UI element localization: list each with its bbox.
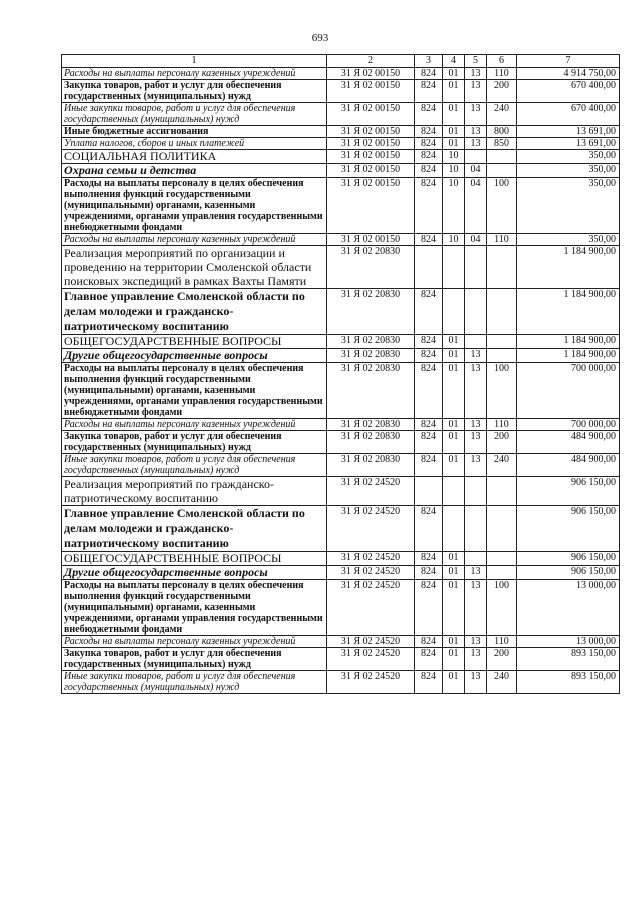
admin-code-cell: 824 bbox=[415, 138, 443, 150]
target-code-cell: 31 Я 02 20830 bbox=[327, 419, 415, 431]
expense-type-cell: 110 bbox=[487, 419, 517, 431]
table-row bbox=[62, 80, 620, 103]
expense-type-cell bbox=[487, 349, 517, 363]
table-row bbox=[62, 580, 620, 636]
section-code-cell: 01 bbox=[443, 419, 465, 431]
amount-cell: 906 150,00 bbox=[517, 552, 620, 566]
target-code-cell: 31 Я 02 20830 bbox=[327, 335, 415, 349]
header-cell: 4 bbox=[443, 55, 465, 68]
target-code-cell: 31 Я 02 20830 bbox=[327, 431, 415, 454]
admin-code-cell: 824 bbox=[415, 80, 443, 103]
expense-type-cell: 200 bbox=[487, 80, 517, 103]
subsection-code-cell bbox=[465, 477, 487, 506]
header-cell: 2 bbox=[327, 55, 415, 68]
expense-type-cell bbox=[487, 566, 517, 580]
admin-code-cell: 824 bbox=[415, 178, 443, 234]
table-row bbox=[62, 68, 620, 80]
expense-type-cell bbox=[487, 289, 517, 335]
expense-name-cell: Расходы на выплаты персоналу в целях обеспечения выполнения функций государственными (муниципальными) органами, казенными учреждениями, органами управления государственными внебюджетными фондами bbox=[62, 178, 327, 234]
section-code-cell: 01 bbox=[443, 454, 465, 477]
admin-code-cell: 824 bbox=[415, 671, 443, 694]
table-row bbox=[62, 506, 620, 552]
subsection-code-cell bbox=[465, 335, 487, 349]
expense-name-cell: Закупка товаров, работ и услуг для обеспечения государственных (муниципальных) нужд bbox=[62, 648, 327, 671]
expense-name-cell: СОЦИАЛЬНАЯ ПОЛИТИКА bbox=[62, 150, 327, 164]
expense-type-cell: 110 bbox=[487, 68, 517, 80]
section-code-cell: 01 bbox=[443, 68, 465, 80]
expense-type-cell: 240 bbox=[487, 671, 517, 694]
expense-name-cell: Расходы на выплаты персоналу в целях обеспечения выполнения функций государственными (муниципальными) органами, казенными учреждениями, органами управления государственными внебюджетными фондами bbox=[62, 363, 327, 419]
section-code-cell: 01 bbox=[443, 636, 465, 648]
admin-code-cell: 824 bbox=[415, 636, 443, 648]
subsection-code-cell: 04 bbox=[465, 178, 487, 234]
admin-code-cell: 824 bbox=[415, 150, 443, 164]
expense-name-cell: Главное управление Смоленской области по делам молодежи и гражданско-патриотическому воспитанию bbox=[62, 506, 327, 552]
admin-code-cell: 824 bbox=[415, 580, 443, 636]
table-row bbox=[62, 138, 620, 150]
subsection-code-cell bbox=[465, 289, 487, 335]
expense-type-cell bbox=[487, 150, 517, 164]
section-code-cell bbox=[443, 289, 465, 335]
subsection-code-cell: 13 bbox=[465, 566, 487, 580]
subsection-code-cell: 13 bbox=[465, 126, 487, 138]
table-row bbox=[62, 126, 620, 138]
section-code-cell: 01 bbox=[443, 671, 465, 694]
amount-cell: 1 184 900,00 bbox=[517, 289, 620, 335]
table-row bbox=[62, 234, 620, 246]
admin-code-cell: 824 bbox=[415, 103, 443, 126]
amount-cell: 350,00 bbox=[517, 150, 620, 164]
expense-type-cell bbox=[487, 335, 517, 349]
admin-code-cell: 824 bbox=[415, 506, 443, 552]
table-row bbox=[62, 431, 620, 454]
target-code-cell: 31 Я 02 20830 bbox=[327, 289, 415, 335]
table-row bbox=[62, 150, 620, 164]
subsection-code-cell: 04 bbox=[465, 234, 487, 246]
amount-cell: 350,00 bbox=[517, 234, 620, 246]
expense-name-cell: Закупка товаров, работ и услуг для обеспечения государственных (муниципальных) нужд bbox=[62, 80, 327, 103]
expense-type-cell: 100 bbox=[487, 178, 517, 234]
admin-code-cell: 824 bbox=[415, 648, 443, 671]
amount-cell: 13 000,00 bbox=[517, 636, 620, 648]
subsection-code-cell bbox=[465, 506, 487, 552]
header-cell: 1 bbox=[62, 55, 327, 68]
section-code-cell: 01 bbox=[443, 431, 465, 454]
target-code-cell: 31 Я 02 20830 bbox=[327, 349, 415, 363]
admin-code-cell bbox=[415, 477, 443, 506]
amount-cell: 1 184 900,00 bbox=[517, 349, 620, 363]
expense-type-cell bbox=[487, 164, 517, 178]
section-code-cell: 01 bbox=[443, 80, 465, 103]
expense-name-cell: Другие общегосударственные вопросы bbox=[62, 349, 327, 363]
expense-name-cell: Другие общегосударственные вопросы bbox=[62, 566, 327, 580]
section-code-cell: 10 bbox=[443, 164, 465, 178]
admin-code-cell: 824 bbox=[415, 363, 443, 419]
target-code-cell: 31 Я 02 24520 bbox=[327, 477, 415, 506]
section-code-cell: 01 bbox=[443, 648, 465, 671]
table-row bbox=[62, 636, 620, 648]
target-code-cell: 31 Я 02 24520 bbox=[327, 671, 415, 694]
expense-name-cell: Иные закупки товаров, работ и услуг для обеспечения государственных (муниципальных) нужд bbox=[62, 454, 327, 477]
table-row bbox=[62, 477, 620, 506]
subsection-code-cell: 13 bbox=[465, 363, 487, 419]
admin-code-cell: 824 bbox=[415, 552, 443, 566]
target-code-cell: 31 Я 02 24520 bbox=[327, 648, 415, 671]
admin-code-cell: 824 bbox=[415, 234, 443, 246]
section-code-cell: 01 bbox=[443, 566, 465, 580]
admin-code-cell: 824 bbox=[415, 126, 443, 138]
subsection-code-cell bbox=[465, 150, 487, 164]
section-code-cell: 01 bbox=[443, 552, 465, 566]
amount-cell: 700 000,00 bbox=[517, 419, 620, 431]
target-code-cell: 31 Я 02 00150 bbox=[327, 103, 415, 126]
subsection-code-cell: 13 bbox=[465, 80, 487, 103]
amount-cell: 906 150,00 bbox=[517, 477, 620, 506]
expense-name-cell: Иные закупки товаров, работ и услуг для обеспечения государственных (муниципальных) нужд bbox=[62, 671, 327, 694]
admin-code-cell: 824 bbox=[415, 289, 443, 335]
expense-type-cell: 240 bbox=[487, 103, 517, 126]
section-code-cell: 01 bbox=[443, 363, 465, 419]
expense-name-cell: Уплата налогов, сборов и иных платежей bbox=[62, 138, 327, 150]
target-code-cell: 31 Я 02 24520 bbox=[327, 552, 415, 566]
expense-type-cell: 110 bbox=[487, 636, 517, 648]
expense-name-cell: ОБЩЕГОСУДАРСТВЕННЫЕ ВОПРОСЫ bbox=[62, 335, 327, 349]
section-code-cell: 01 bbox=[443, 103, 465, 126]
target-code-cell: 31 Я 02 00150 bbox=[327, 178, 415, 234]
table-row bbox=[62, 103, 620, 126]
amount-cell: 670 400,00 bbox=[517, 103, 620, 126]
expense-name-cell: ОБЩЕГОСУДАРСТВЕННЫЕ ВОПРОСЫ bbox=[62, 552, 327, 566]
target-code-cell: 31 Я 02 24520 bbox=[327, 566, 415, 580]
table-row bbox=[62, 363, 620, 419]
expense-type-cell: 100 bbox=[487, 363, 517, 419]
admin-code-cell: 824 bbox=[415, 68, 443, 80]
admin-code-cell: 824 bbox=[415, 164, 443, 178]
section-code-cell: 01 bbox=[443, 349, 465, 363]
target-code-cell: 31 Я 02 00150 bbox=[327, 68, 415, 80]
subsection-code-cell bbox=[465, 246, 487, 289]
table-row bbox=[62, 246, 620, 289]
admin-code-cell bbox=[415, 246, 443, 289]
expense-type-cell: 200 bbox=[487, 431, 517, 454]
subsection-code-cell bbox=[465, 552, 487, 566]
header-cell: 6 bbox=[487, 55, 517, 68]
table-row bbox=[62, 648, 620, 671]
section-code-cell: 10 bbox=[443, 150, 465, 164]
table-row bbox=[62, 289, 620, 335]
amount-cell: 1 184 900,00 bbox=[517, 246, 620, 289]
expense-name-cell: Иные бюджетные ассигнования bbox=[62, 126, 327, 138]
target-code-cell: 31 Я 02 20830 bbox=[327, 363, 415, 419]
subsection-code-cell: 13 bbox=[465, 671, 487, 694]
table-row bbox=[62, 335, 620, 349]
amount-cell: 13 691,00 bbox=[517, 126, 620, 138]
expense-name-cell: Закупка товаров, работ и услуг для обеспечения государственных (муниципальных) нужд bbox=[62, 431, 327, 454]
expense-name-cell: Иные закупки товаров, работ и услуг для обеспечения государственных (муниципальных) нужд bbox=[62, 103, 327, 126]
target-code-cell: 31 Я 02 24520 bbox=[327, 580, 415, 636]
admin-code-cell: 824 bbox=[415, 454, 443, 477]
table-row bbox=[62, 178, 620, 234]
amount-cell: 13 691,00 bbox=[517, 138, 620, 150]
header-cell: 3 bbox=[415, 55, 443, 68]
expense-name-cell: Расходы на выплаты персоналу в целях обеспечения выполнения функций государственными (муниципальными) органами, казенными учреждениями, органами управления государственными внебюджетными фондами bbox=[62, 580, 327, 636]
expense-name-cell: Реализация мероприятий по гражданско-патриотическому воспитанию bbox=[62, 477, 327, 506]
target-code-cell: 31 Я 02 00150 bbox=[327, 164, 415, 178]
admin-code-cell: 824 bbox=[415, 349, 443, 363]
admin-code-cell: 824 bbox=[415, 419, 443, 431]
section-code-cell: 01 bbox=[443, 335, 465, 349]
expense-name-cell: Охрана семьи и детства bbox=[62, 164, 327, 178]
target-code-cell: 31 Я 02 00150 bbox=[327, 234, 415, 246]
expense-type-cell: 800 bbox=[487, 126, 517, 138]
expense-type-cell: 100 bbox=[487, 580, 517, 636]
amount-cell: 350,00 bbox=[517, 164, 620, 178]
amount-cell: 484 900,00 bbox=[517, 431, 620, 454]
section-code-cell: 01 bbox=[443, 126, 465, 138]
section-code-cell bbox=[443, 506, 465, 552]
amount-cell: 700 000,00 bbox=[517, 363, 620, 419]
target-code-cell: 31 Я 02 00150 bbox=[327, 138, 415, 150]
target-code-cell: 31 Я 02 00150 bbox=[327, 150, 415, 164]
section-code-cell bbox=[443, 246, 465, 289]
admin-code-cell: 824 bbox=[415, 335, 443, 349]
subsection-code-cell: 13 bbox=[465, 419, 487, 431]
table-row bbox=[62, 671, 620, 694]
subsection-code-cell: 13 bbox=[465, 454, 487, 477]
amount-cell: 906 150,00 bbox=[517, 566, 620, 580]
section-code-cell: 10 bbox=[443, 234, 465, 246]
table-header-row bbox=[62, 55, 620, 68]
section-code-cell: 01 bbox=[443, 580, 465, 636]
table-row bbox=[62, 552, 620, 566]
expense-type-cell bbox=[487, 552, 517, 566]
section-code-cell bbox=[443, 477, 465, 506]
header-cell: 5 bbox=[465, 55, 487, 68]
amount-cell: 906 150,00 bbox=[517, 506, 620, 552]
expense-name-cell: Главное управление Смоленской области по делам молодежи и гражданско-патриотическому воспитанию bbox=[62, 289, 327, 335]
target-code-cell: 31 Я 02 00150 bbox=[327, 80, 415, 103]
section-code-cell: 01 bbox=[443, 138, 465, 150]
expense-name-cell: Расходы на выплаты персоналу казенных учреждений bbox=[62, 636, 327, 648]
subsection-code-cell: 13 bbox=[465, 138, 487, 150]
amount-cell: 13 000,00 bbox=[517, 580, 620, 636]
table-row bbox=[62, 164, 620, 178]
amount-cell: 670 400,00 bbox=[517, 80, 620, 103]
admin-code-cell: 824 bbox=[415, 431, 443, 454]
subsection-code-cell: 13 bbox=[465, 68, 487, 80]
amount-cell: 1 184 900,00 bbox=[517, 335, 620, 349]
expense-type-cell bbox=[487, 246, 517, 289]
subsection-code-cell: 13 bbox=[465, 103, 487, 126]
amount-cell: 350,00 bbox=[517, 178, 620, 234]
section-code-cell: 10 bbox=[443, 178, 465, 234]
admin-code-cell: 824 bbox=[415, 566, 443, 580]
expense-type-cell bbox=[487, 477, 517, 506]
expense-type-cell: 110 bbox=[487, 234, 517, 246]
subsection-code-cell: 13 bbox=[465, 580, 487, 636]
subsection-code-cell: 13 bbox=[465, 636, 487, 648]
target-code-cell: 31 Я 02 24520 bbox=[327, 636, 415, 648]
amount-cell: 484 900,00 bbox=[517, 454, 620, 477]
target-code-cell: 31 Я 02 24520 bbox=[327, 506, 415, 552]
amount-cell: 4 914 750,00 bbox=[517, 68, 620, 80]
subsection-code-cell: 13 bbox=[465, 648, 487, 671]
amount-cell: 893 150,00 bbox=[517, 671, 620, 694]
budget-table bbox=[61, 54, 620, 694]
table-row bbox=[62, 566, 620, 580]
table-row bbox=[62, 349, 620, 363]
subsection-code-cell: 04 bbox=[465, 164, 487, 178]
target-code-cell: 31 Я 02 20830 bbox=[327, 246, 415, 289]
expense-name-cell: Расходы на выплаты персоналу казенных учреждений bbox=[62, 68, 327, 80]
page-number: 693 bbox=[311, 32, 329, 44]
expense-type-cell bbox=[487, 506, 517, 552]
expense-name-cell: Расходы на выплаты персоналу казенных учреждений bbox=[62, 234, 327, 246]
subsection-code-cell: 13 bbox=[465, 349, 487, 363]
expense-type-cell: 240 bbox=[487, 454, 517, 477]
table-row bbox=[62, 454, 620, 477]
subsection-code-cell: 13 bbox=[465, 431, 487, 454]
expense-type-cell: 850 bbox=[487, 138, 517, 150]
expense-name-cell: Реализация мероприятий по организации и проведению на территории Смоленской области поисковых экспедиций в рамках Вахты Памяти bbox=[62, 246, 327, 289]
header-cell: 7 bbox=[517, 55, 620, 68]
table-row bbox=[62, 419, 620, 431]
target-code-cell: 31 Я 02 20830 bbox=[327, 454, 415, 477]
expense-name-cell: Расходы на выплаты персоналу казенных учреждений bbox=[62, 419, 327, 431]
expense-type-cell: 200 bbox=[487, 648, 517, 671]
target-code-cell: 31 Я 02 00150 bbox=[327, 126, 415, 138]
amount-cell: 893 150,00 bbox=[517, 648, 620, 671]
